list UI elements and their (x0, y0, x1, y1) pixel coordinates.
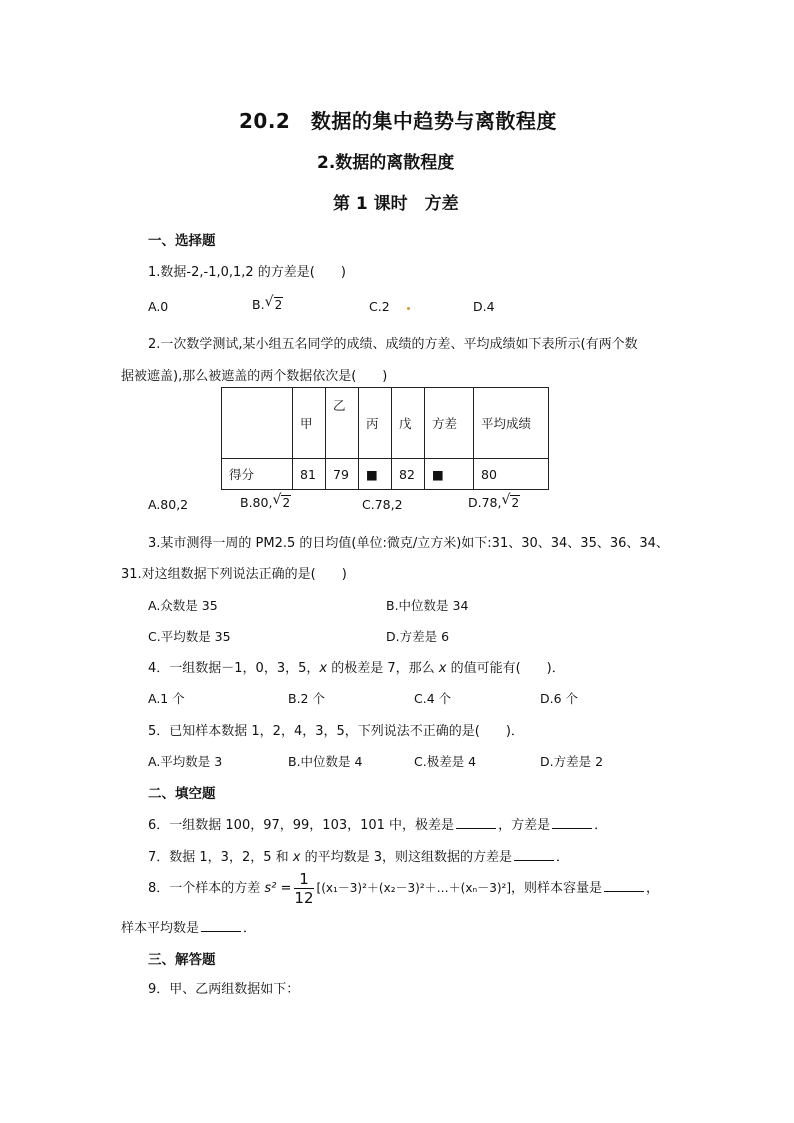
section-heading-solve: 三、解答题 (148, 952, 216, 968)
answer-blank[interactable] (552, 815, 592, 829)
answer-blank[interactable] (456, 815, 496, 829)
q3-option-c: C.平均数是 35 (148, 629, 231, 644)
q3-option-d: D.方差是 6 (386, 629, 450, 644)
score-table (221, 387, 549, 490)
table-cell: ■ (425, 459, 474, 490)
section-heading-fill: 二、填空题 (148, 786, 216, 802)
question-9: 9．甲、乙两组数据如下： (148, 982, 300, 997)
q5-option-b: B.中位数是 4 (288, 754, 363, 769)
q5-option-d: D.方差是 2 (540, 754, 604, 769)
table-cell: 平均成绩 (474, 388, 549, 459)
question-8-line-2: 样本平均数是 ． (121, 917, 256, 936)
table-cell: 甲 (293, 388, 326, 459)
table-cell: 79 (326, 459, 359, 490)
table-cell: 82 (392, 459, 425, 490)
q1-option-c: C.2 (369, 299, 390, 314)
q1-option-d: D.4 (473, 299, 495, 314)
question-2-line-1: 2.一次数学测试,某小组五名同学的成绩、成绩的方差、平均成绩如下表所示(有两个数 (148, 337, 638, 352)
answer-blank[interactable] (514, 847, 554, 861)
table-cell: 方差 (425, 388, 474, 459)
table-cell (222, 388, 293, 459)
table-cell: ■ (359, 459, 392, 490)
question-8-line-1: 8．一个样本的方差 s² = $\frac{1}{12}$ [(x₁－3)²＋(x₂－3)²＋…＋(xₙ－3)²]，则样本容量是 ， (148, 870, 660, 907)
answer-blank[interactable] (201, 918, 241, 932)
q4-option-c: C.4 个 (414, 691, 452, 706)
table-cell: 得分 (222, 459, 293, 490)
table-cell: 81 (293, 459, 326, 490)
section-subtitle: 2.数据的离散程度 (317, 153, 455, 173)
q4-option-d: D.6 个 (540, 691, 579, 706)
answer-blank[interactable] (604, 878, 644, 892)
q4-option-b: B.2 个 (288, 691, 325, 706)
q3-option-b: B.中位数是 34 (386, 598, 469, 613)
q1-option-b: B.√ 2 (252, 297, 283, 312)
q5-option-a: A.平均数是 3 (148, 754, 223, 769)
question-7: 7．数据 1，3，2，5 和 x 的平均数是 3，则这组数据的方差是 ． (148, 846, 569, 865)
table-cell: 乙 (326, 388, 359, 459)
question-3-line-1: 3.某市测得一周的 PM2.5 的日均值(单位:微克/立方米)如下:31、30、34、35、36、34、 (148, 536, 669, 551)
q2-option-d: D.78,√ 2 (468, 495, 520, 510)
q4-option-a: A.1 个 (148, 691, 185, 706)
table-cell: 80 (474, 459, 549, 490)
table-cell: 丙 (359, 388, 392, 459)
table-row (222, 459, 549, 490)
q2-option-a: A.80,2 (148, 497, 189, 512)
question-2-line-2: 据被遮盖),那么被遮盖的两个数据依次是( ) (121, 369, 388, 384)
q2-option-b: B.80,√ 2 (240, 495, 291, 510)
lesson-title: 第 1 课时 方差 (333, 194, 459, 214)
question-1: 1.数据-2,-1,0,1,2 的方差是( ) (148, 265, 346, 280)
page-title: 20.2 数据的集中趋势与离散程度 (239, 109, 557, 133)
question-5: 5．已知样本数据 1，2，4，3，5，下列说法不正确的是( )． (148, 724, 524, 739)
table-header-row (222, 388, 549, 459)
question-3-line-2: 31.对这组数据下列说法正确的是( ) (121, 567, 347, 582)
q3-option-a: A.众数是 35 (148, 598, 218, 613)
q1-option-a: A.0 (148, 299, 169, 314)
q2-option-c: C.78,2 (362, 497, 403, 512)
question-6: 6．一组数据 100，97，99，103，101 中，极差是 ，方差是 ． (148, 814, 607, 833)
section-heading-choice: 一、选择题 (148, 233, 216, 249)
table-cell: 戊 (392, 388, 425, 459)
fraction: $\frac{1}{12}$ (294, 870, 314, 907)
q5-option-c: C.极差是 4 (414, 754, 477, 769)
stray-mark (407, 307, 410, 310)
question-4: 4．一组数据－1，0，3，5，x 的极差是 7，那么 x 的值可能有( )． (148, 661, 565, 676)
